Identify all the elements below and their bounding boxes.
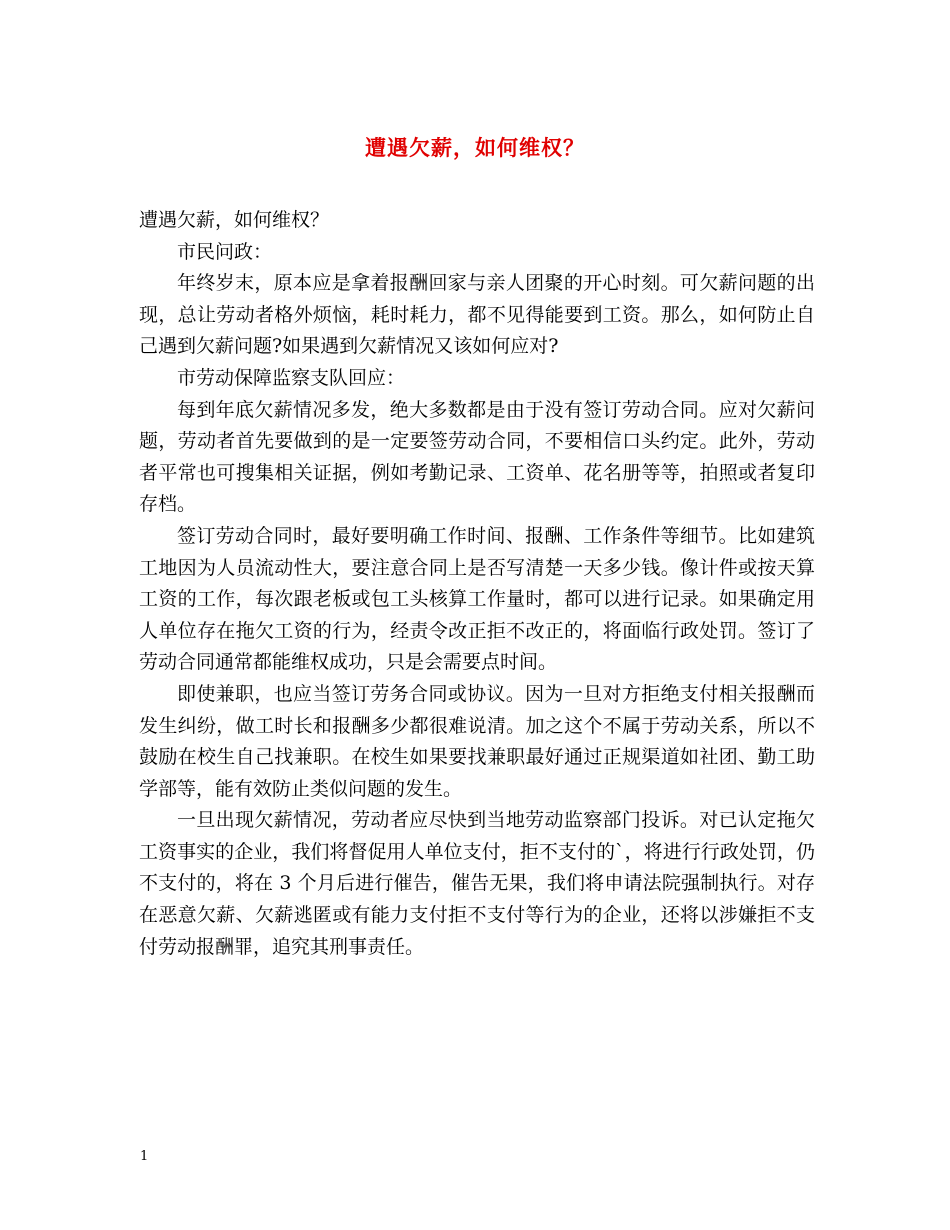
paragraph-answer-1: 每到年底欠薪情况多发，绝大多数都是由于没有签订劳动合同。应对欠薪问题，劳动者首先要做到的是一定要签劳动合同，不要相信口头约定。此外，劳动者平常也可搜集相关证据，例如考勤记录、工资单、花名册等等，拍照或者复印存档。 (139, 398, 815, 516)
paragraph-question-label: 市民问政： (177, 240, 273, 263)
document-body (139, 205, 815, 963)
document-title: 遭遇欠薪，如何维权？ (365, 135, 585, 160)
paragraph-heading: 遭遇欠薪，如何维权？ (139, 209, 330, 231)
paragraph-question: 年终岁末，原本应是拿着报酬回家与亲人团聚的开心时刻。可欠薪问题的出现，总让劳动者格外烦恼，耗时耗力，都不见得能要到工资。那么，如何防止自己遇到欠薪问题?如果遇到欠薪情况又该如何应对? (139, 272, 815, 358)
paragraph-answer-label: 市劳动保障监察支队回应： (177, 366, 406, 389)
paragraph-answer-4: 一旦出现欠薪情况，劳动者应尽快到当地劳动监察部门投诉。对已认定拖欠工资事实的企业，我们将督促用人单位支付，拒不支付的`，将进行行政处罚，仍不支付的，将在 3 个月后进行催告，催告无果，我们将申请法院强制执行。对存在恶意欠薪、欠薪逃匿或有能力支付拒不支付等行为的企业，还将以涉嫌拒不支付劳动报酬罪，追究其刑事责任。 (139, 809, 815, 958)
paragraph-answer-2: 签订劳动合同时，最好要明确工作时间、报酬、工作条件等细节。比如建筑工地因为人员流动性大，要注意合同上是否写清楚一天多少钱。像计件或按天算工资的工作，每次跟老板或包工头核算工作量时，都可以进行记录。如果确定用人单位存在拖欠工资的行为，经责令改正拒不改正的，将面临行政处罚。签订了劳动合同通常都能维权成功，只是会需要点时间。 (139, 524, 815, 674)
page-number: 1 (140, 1149, 149, 1164)
paragraph-answer-3: 即使兼职，也应当签订劳务合同或协议。因为一旦对方拒绝支付相关报酬而发生纠纷，做工时长和报酬多少都很难说清。加之这个不属于劳动关系，所以不鼓励在校生自己找兼职。在校生如果要找兼职最好通过正规渠道如社团、勤工助学部等，能有效防止类似问题的发生。 (139, 682, 815, 800)
